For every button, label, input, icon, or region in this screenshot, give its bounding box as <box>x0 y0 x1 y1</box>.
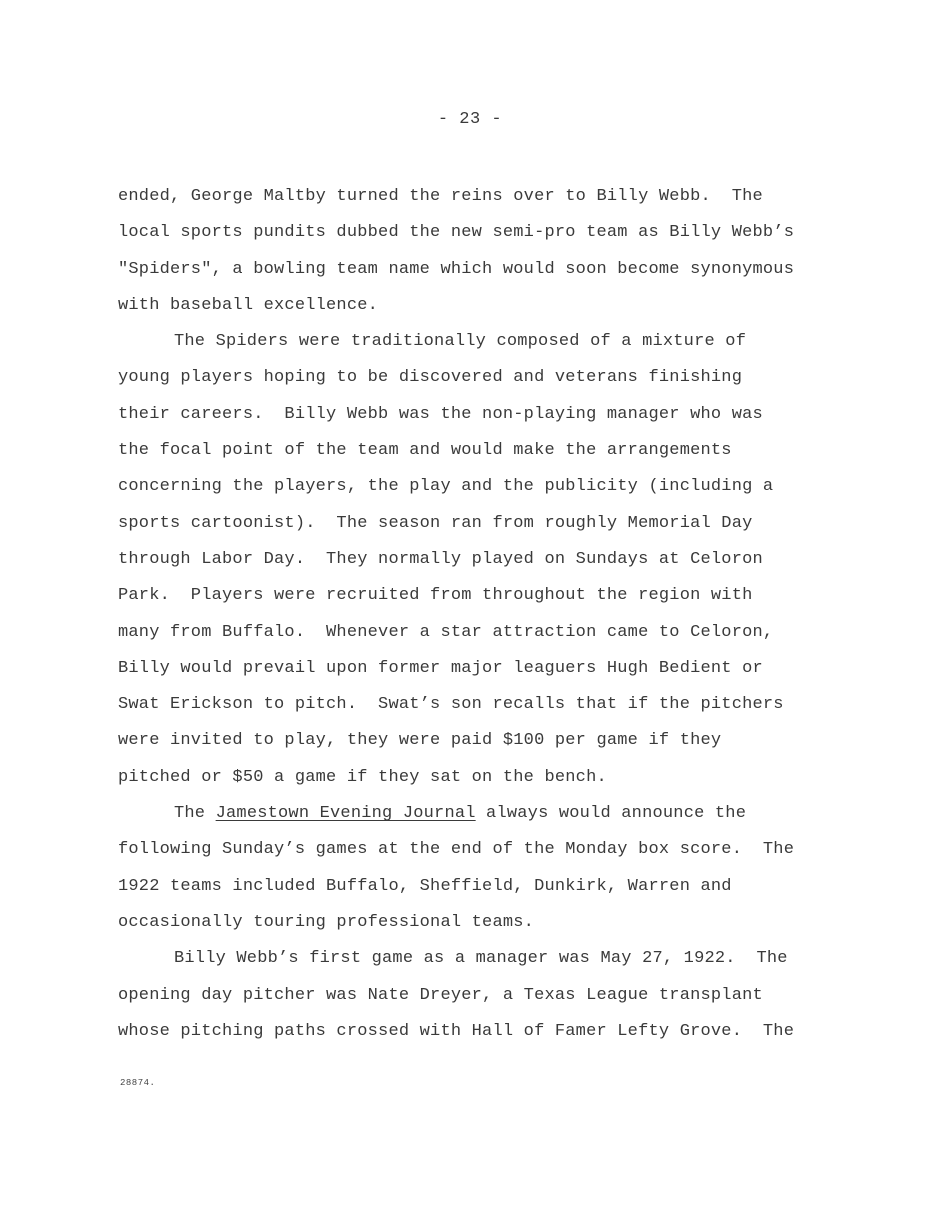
text-line: whose pitching paths crossed with Hall of Famer Lefty Grove. The <box>118 1021 795 1041</box>
paragraph-start-line: The Spiders were traditionally composed of a mixture of <box>174 332 747 352</box>
paragraph-start-line: Billy Webb’s first game as a manager was May 27, 1922. The <box>174 949 788 969</box>
text-line: concerning the players, the play and the publicity (including a <box>118 477 774 497</box>
paragraph-start-line <box>118 796 840 832</box>
text-line: the focal point of the team and would make the arrangements <box>118 441 732 461</box>
body-text <box>118 179 840 1050</box>
text-line: young players hoping to be discovered and veterans finishing <box>118 368 743 388</box>
text-line: "Spiders", a bowling team name which would soon become synonymous <box>118 259 795 279</box>
text-line: Billy would prevail upon former major leaguers Hugh Bedient or <box>118 658 763 678</box>
text-line: Swat Erickson to pitch. Swat’s son recalls that if the pitchers <box>118 695 784 715</box>
text-line: with baseball excellence. <box>118 295 379 315</box>
text-line: ended, George Maltby turned the reins over to Billy Webb. The <box>118 187 763 206</box>
footer-code: 28874. <box>120 1078 156 1088</box>
text-line: 1922 teams included Buffalo, Sheffield, Dunkirk, Warren and <box>118 876 732 896</box>
text-line: local sports pundits dubbed the new semi-pro team as Billy Webb’s <box>118 223 795 243</box>
text-line: many from Buffalo. Whenever a star attraction came to Celoron, <box>118 622 774 642</box>
page-number: - 23 - <box>437 110 503 129</box>
text-segment: The <box>174 804 216 824</box>
newspaper-title: Jamestown Evening Journal <box>215 804 476 824</box>
text-line: through Labor Day. They normally played on Sundays at Celoron <box>118 549 763 569</box>
text-line: occasionally touring professional teams. <box>118 912 535 932</box>
text-line: following Sunday’s games at the end of the Monday box score. The <box>118 840 795 860</box>
text-line: opening day pitcher was Nate Dreyer, a Texas League transplant <box>118 985 763 1005</box>
text-line: sports cartoonist). The season ran from roughly Memorial Day <box>118 513 753 533</box>
text-line: pitched or $50 a game if they sat on the bench. <box>118 767 607 787</box>
text-line: Park. Players were recruited from throughout the region with <box>118 586 753 606</box>
text-line: were invited to play, they were paid $100 per game if they <box>118 731 722 751</box>
text-segment: always would announce the <box>475 804 747 824</box>
text-line: their careers. Billy Webb was the non-playing manager who was <box>118 404 763 424</box>
